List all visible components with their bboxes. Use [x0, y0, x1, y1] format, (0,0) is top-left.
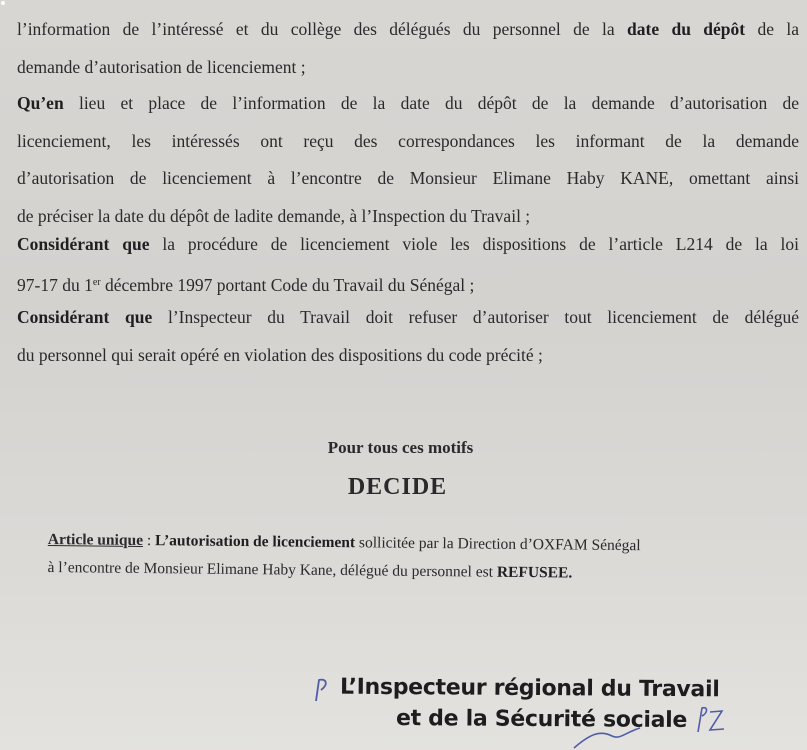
text-line: d’autorisation de licenciement à l’encontre de Monsieur Elimane Haby KANE, omettant ainsi: [17, 168, 799, 188]
article-line-1: Article unique : L’autorisation de licenciement sollicitée par la Direction d’OXFAM Sénégal: [47, 530, 641, 555]
text-line: Qu’en lieu et place de l’information de la date du dépôt de la demande d’autorisation de: [17, 93, 799, 113]
paragraph-considerant-1: [17, 226, 799, 301]
handwritten-initial-left: [310, 674, 334, 704]
article-label: Article unique: [47, 530, 144, 549]
signature-title-line-1: L’Inspecteur régional du Travail: [339, 674, 720, 703]
text-line: Considérant que la procédure de licenciement viole les dispositions de l’article L214 de la loi: [17, 234, 799, 254]
article-line-2: à l’encontre de Monsieur Elimane Haby Kane, délégué du personnel est REFUSEE.: [47, 558, 573, 582]
article-unique: [47, 526, 788, 590]
signature-stroke: [570, 726, 650, 750]
text-line: demande d’autorisation de licenciement ;: [17, 56, 306, 77]
paragraph-information: [17, 11, 799, 86]
text-line: Considérant que l’Inspecteur du Travail doit refuser d’autoriser tout licenciement de délégué: [17, 307, 799, 327]
refused-status: REFUSEE.: [496, 563, 573, 582]
text-line: licenciement, les intéressés ont reçu des correspondances les informant de la demande: [17, 130, 799, 151]
text-line: de préciser la date du dépôt de ladite demande, à l’Inspection du Travail ;: [17, 205, 531, 226]
text-line: 97-17 du 1er décembre 1997 portant Code du Travail du Sénégal ;: [17, 274, 475, 295]
text-line: du personnel qui serait opéré en violation des dispositions du code précité ;: [17, 344, 543, 365]
decide-heading: DECIDE: [347, 474, 448, 500]
handwritten-initials-right: [694, 702, 728, 736]
paragraph-considerant-2: [17, 299, 799, 374]
motifs-heading: Pour tous ces motifs: [327, 438, 474, 457]
paper-corner-mark: [0, 0, 8, 8]
signature-title-line-2: et de la Sécurité sociale: [395, 705, 688, 734]
text-line: l’information de l’intéressé et du collège des délégués du personnel de la date du dépôt de la: [17, 19, 799, 39]
paragraph-qu-en-lieu: [17, 85, 799, 235]
